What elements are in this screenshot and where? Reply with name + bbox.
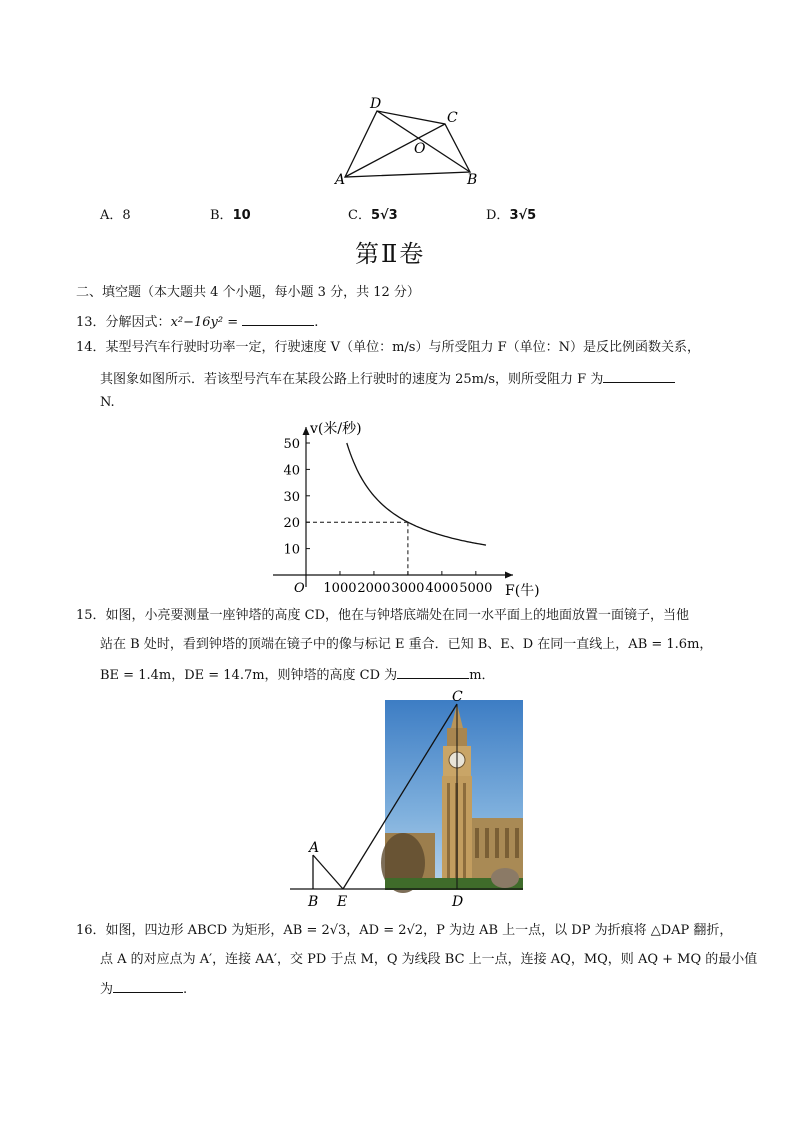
question-16-line2: 点 A 的对应点为 A′，连接 AA′，交 PD 于点 M，Q 为线段 BC 上一点，连接 AQ，MQ，则 AQ + MQ 的最小值 [100, 952, 758, 967]
label-o: O [414, 141, 426, 157]
question-15-line3: BE = 1.4m，DE = 14.7m，则钟塔的高度 CD 为 m． [100, 664, 495, 685]
label-e: E [337, 894, 348, 910]
question-16-line3: 为 . [100, 978, 187, 999]
label-b: B [308, 894, 319, 910]
tower-photo [381, 700, 523, 893]
label-b: B [467, 172, 478, 188]
option-d: D．3√5 [486, 208, 537, 223]
question-16-line1: 16．如图，四边形 ABCD 为矩形，AB = 2√3，AD = 2√2，P 为边 AB 上一点，以 DP 为折痕将 △DAP 翻折， [76, 923, 733, 938]
question-13: 13．分解因式：x²−16y² = . [76, 311, 318, 332]
y-tick-label: 50 [283, 437, 300, 452]
answer-blank-15[interactable] [397, 664, 469, 679]
question-15-line1: 15．如图，小亮要测量一座钟塔的高度 CD，他在与钟塔底端处在同一水平面上的地面放置一面镜子，当他 [76, 608, 690, 623]
label-c: C [447, 110, 458, 126]
x-axis-arrow [505, 572, 513, 579]
section-title: 第Ⅱ卷 [355, 240, 426, 268]
question-14-line2: 其图象如图所示．若该型号汽车在某段公路上行驶时的速度为 25m/s，则所受阻力 F 为 [100, 368, 675, 389]
x-tick-label: 2000 [357, 581, 391, 596]
option-b: B．10 [210, 208, 251, 223]
y-axis-label: v(米/秒) [310, 421, 362, 437]
y-tick-label: 40 [283, 463, 300, 479]
clock-tower-figure [285, 688, 530, 910]
x-axis-label: F(牛) [505, 583, 540, 599]
option-a: A．8 [100, 208, 131, 223]
answer-blank-13[interactable] [242, 311, 314, 326]
label-d: D [452, 894, 464, 910]
x-tick-label: 1000 [323, 581, 357, 596]
label-c: C [452, 689, 463, 705]
x-tick-label: 5000 [459, 581, 493, 596]
x-tick-label: 4000 [425, 581, 459, 596]
question-14-line1: 14．某型号汽车行驶时功率一定，行驶速度 V（单位：m/s）与所受阻力 F（单位：N）是反比例函数关系， [76, 340, 700, 355]
label-a: A [309, 840, 320, 856]
y-tick-label: 30 [283, 489, 300, 505]
quadrilateral-figure [330, 92, 490, 192]
y-tick-label: 10 [283, 542, 300, 558]
y-tick-label: 20 [283, 516, 300, 532]
option-c: C．5√3 [348, 208, 398, 223]
question-15-line2: 站在 B 处时，看到钟塔的顶端在镜子中的像与标记 E 重合．已知 B、E、D 在同一直线上，AB = 1.6m， [100, 637, 713, 652]
question-14-line3: N. [100, 395, 115, 410]
curve-series [347, 443, 486, 545]
label-d: D [370, 96, 382, 112]
answer-blank-16[interactable] [113, 978, 183, 993]
label-a: A [335, 172, 346, 188]
answer-blank-14[interactable] [603, 368, 675, 383]
section-heading: 二、填空题（本大题共 4 个小题，每小题 3 分，共 12 分） [76, 285, 420, 300]
inverse-proportion-chart [268, 415, 558, 600]
x-tick-label: 3000 [391, 581, 425, 596]
y-axis-arrow [303, 427, 310, 435]
origin-label: O [294, 581, 305, 596]
